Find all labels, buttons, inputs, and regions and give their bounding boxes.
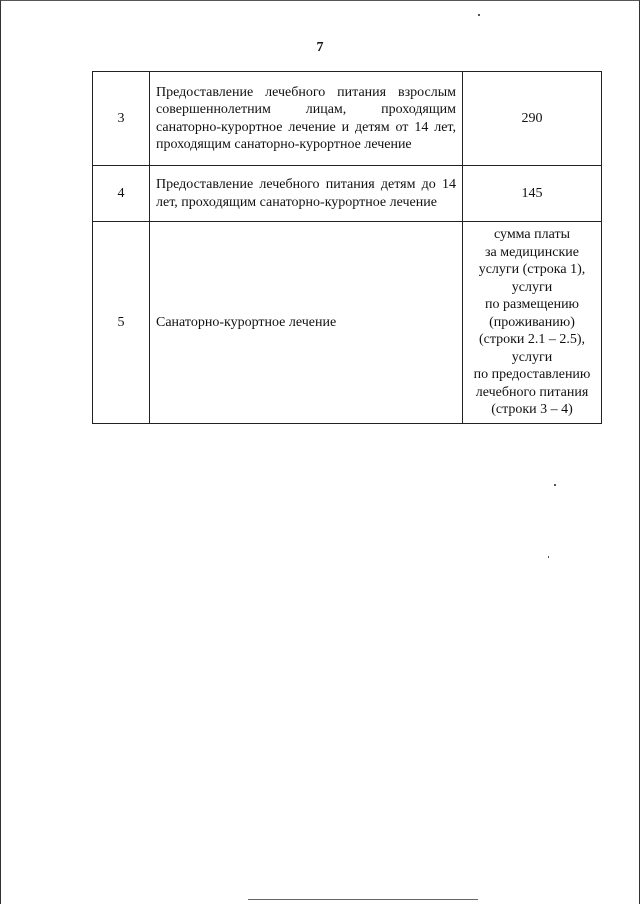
table-row [93, 166, 602, 222]
service-description: Предоставление лечебного питания взрослым совершеннолетним лицам, проходящим санаторно-курортное лечение и детям от 14 лет, проходящим санаторно-курортное лечение [150, 72, 463, 166]
table-row [93, 222, 602, 424]
price-line: по предоставлению [473, 367, 591, 383]
service-description: Предоставление лечебного питания детям до 14 лет, проходящим санаторно-курортное лечение [150, 166, 463, 222]
price-line: (проживанию) [489, 314, 575, 330]
price-line: за медицинские [485, 244, 579, 260]
scan-speck [554, 484, 556, 486]
price-line: по размещению [484, 297, 580, 313]
price-line: лечебного питания [475, 384, 589, 400]
price-cell [463, 166, 602, 222]
service-description: Санаторно-курортное лечение [150, 222, 463, 424]
price-line: услуги [511, 349, 553, 365]
tariff-table [92, 71, 602, 424]
price-line: услуги (строка 1), [478, 262, 586, 278]
row-number: 4 [93, 166, 150, 222]
scan-speck [478, 14, 480, 16]
price-line: сумма платы [493, 227, 571, 243]
row-number: 3 [93, 72, 150, 166]
price-line: 290 [521, 110, 543, 126]
price-cell [463, 222, 602, 424]
scan-edge-line [248, 899, 478, 900]
price-line: услуги [511, 279, 553, 295]
scan-speck [548, 556, 549, 558]
price-line: (строки 3 – 4) [491, 402, 573, 418]
price-cell [463, 72, 602, 166]
page-number: 7 [316, 40, 324, 55]
price-line: 145 [521, 185, 543, 201]
table-row [93, 72, 602, 166]
price-line: (строки 2.1 – 2.5), [478, 332, 586, 348]
row-number: 5 [93, 222, 150, 424]
